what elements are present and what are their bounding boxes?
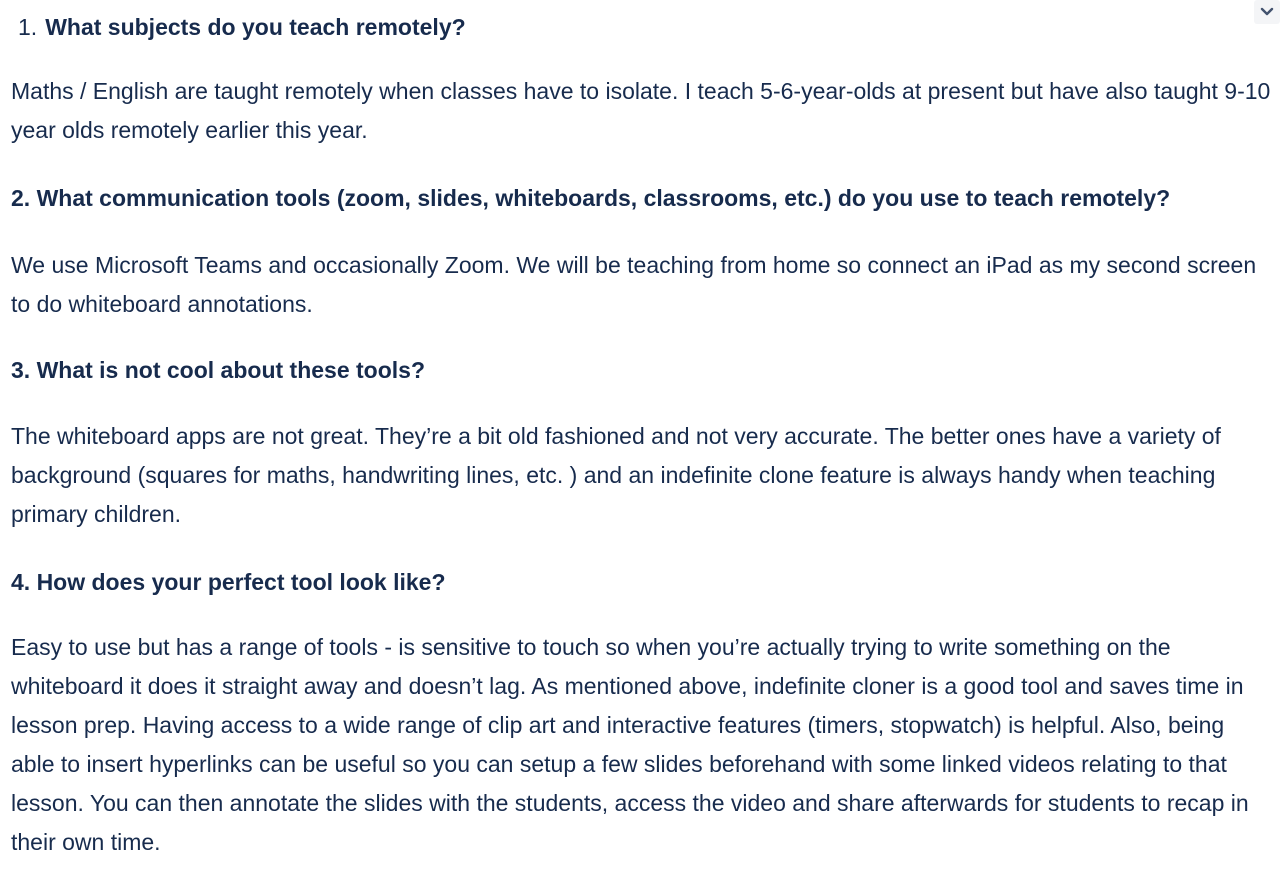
question-2: 2. What communication tools (zoom, slides, whiteboards, classrooms, etc.) do you use to teach remotely?	[11, 185, 1171, 211]
answer-1: Maths / English are taught remotely when classes have to isolate. I teach 5-6-year-olds at present but have also taught 9-10 year olds remotely earlier this year.	[11, 78, 1271, 143]
question-1-number: 1.	[18, 14, 38, 40]
question-1-text: What subjects do you teach remotely?	[45, 14, 466, 40]
answer-3: The whiteboard apps are not great. They’re a bit old fashioned and not very accurate. The better ones have a variety of background (squares for maths, handwriting lines, etc. ) and an indefinite clone feature is always handy when teaching primary children.	[11, 423, 1221, 527]
question-4: 4. How does your perfect tool look like?	[11, 569, 446, 595]
question-1	[18, 12, 466, 42]
question-3: 3. What is not cool about these tools?	[11, 357, 426, 383]
answer-4: Easy to use but has a range of tools - is sensitive to touch so when you’re actually trying to write something on the whiteboard it does it straight away and doesn’t lag. As mentioned above, indefinite cloner is a good tool and saves time in lesson prep. Having access to a wide range of clip art and interactive features (timers, stopwatch) is helpful. Also, being able to insert hyperlinks can be useful so you can setup a few slides beforehand with some linked videos relating to that lesson. You can then annotate the slides with the students, access the video and share afterwards for students to recap in their own time.	[11, 634, 1249, 855]
chevron-down-icon	[1260, 7, 1274, 17]
collapse-button[interactable]	[1254, 0, 1280, 24]
answer-2: We use Microsoft Teams and occasionally Zoom. We will be teaching from home so connect an iPad as my second screen to do whiteboard annotations.	[11, 252, 1257, 317]
